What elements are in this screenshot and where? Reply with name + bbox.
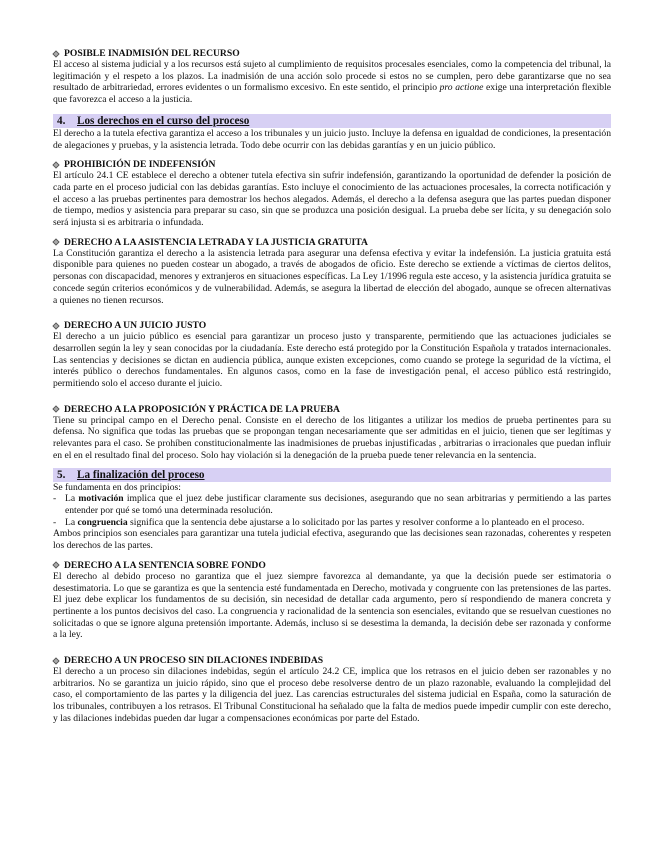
list-item-term: motivación xyxy=(78,493,124,505)
section-number: 5. xyxy=(57,468,66,481)
subsection-juicio xyxy=(53,320,611,390)
paragraph: El derecho a un proceso sin dilaciones indebidas, según el artículo 24.2 CE, implica que los retrasos en el juicio deben ser razonables y no arbitrarios. No se garantiza un juicio rápido, sino que el proceso debe resolverse dentro de un plazo razonable, evaluando la complejidad del caso, el comportamiento de las partes y la diligencia del juez. Las carencias estructurales del sistema judicial en España, como la saturación de los tribunales, contribuyen a los retrasos. El Tribunal Constitucional ha señalado que la falta de medios puede impedir cumplir con este derecho, y las dilaciones indebidas pueden dar lugar a compensaciones económicas por parte del Estado. xyxy=(53,666,611,724)
section-title: La finalización del proceso xyxy=(77,468,205,481)
section-intro: Se fundamenta en dos principios: xyxy=(53,481,181,493)
list-item xyxy=(53,517,611,529)
subsection-inadmision xyxy=(53,48,611,106)
paragraph xyxy=(53,59,611,106)
subsection-asistencia xyxy=(53,237,611,307)
subsection-sentencia xyxy=(53,560,611,641)
subsection-heading xyxy=(53,320,611,331)
list-item-prefix: La xyxy=(65,493,79,505)
paragraph-emphasis: pro actione xyxy=(439,82,484,94)
subsection-heading xyxy=(53,404,611,415)
list-item xyxy=(53,493,611,516)
subsection-title: POSIBLE INADMISIÓN DEL RECURSO xyxy=(64,48,240,59)
subsection-heading xyxy=(53,560,611,571)
diamond-bullet-icon xyxy=(52,50,59,57)
section-number: 4. xyxy=(57,114,66,127)
principles-list xyxy=(53,493,611,528)
paragraph: La Constitución garantiza el derecho a la asistencia letrada para asegurar una defensa efectiva y evitar la indefensión. La justicia gratuita está disponible para quienes no pueden costear un abogado, a través de abogados de oficio. Este derecho se extiende a víctimas de ciertos delitos, personas con discapacidad, menores y extranjeros en situaciones específicas. La Ley 1/1996 regula este acceso, y la asistencia jurídica gratuita se concede según criterios económicos y de vulnerabilidad. Además, se asegura la libertad de elección del abogado, aunque se ofrecen alternativas a quienes no tienen recursos. xyxy=(53,247,611,306)
subsection-prueba xyxy=(53,404,611,462)
paragraph-text: exige una interpretación flexible que favorezca el acceso a la justicia. xyxy=(53,82,612,106)
subsection-title: DERECHO A UN JUICIO JUSTO xyxy=(64,320,207,332)
diamond-bullet-icon xyxy=(52,657,59,664)
section-heading-5 xyxy=(53,468,611,482)
paragraph: El derecho al debido proceso no garantiza que el juez siempre favorezca al demandante, ya que la decisión puede ser estimatoria o desestimatoria. Lo que se garantiza es que la sentencia esté fundamentada en Derecho, motivada y congruente con las pretensiones de las partes. El juez debe explicar los fundamentos de su decisión, sin necesidad de detallar cada argumento, pero sí respondiendo de manera concreta y pertinente a los puntos decisivos del caso. La congruencia y racionalidad de la sentencia son esenciales, evitando que se resuelvan cuestiones no solicitadas o que se ignore alguna pretensión importante. Además, incluso si se desestima la demanda, la decisión debe ser razonada y conforme a la ley. xyxy=(53,570,611,641)
paragraph: Tiene su principal campo en el Derecho penal. Consiste en el derecho de los litigantes a utilizar los medios de prueba pertinentes para su defensa. No significa que todas las pruebas que se propongan tengan necesariamente que ser admitidas en el juicio, tienen que ser legítimas y relevantes para el caso. Se prohíben constitucionalmente las inadmisiones de pruebas injustificadas , arbitrarias o irracionales que puedan influir en el en el resultado final del proceso. Solo hay violación si la denegación de la prueba puede tener relevancia en la sentencia. xyxy=(53,414,611,461)
list-item-text: significa que la sentencia debe ajustarse a lo solicitado por las partes y resolver conforme a lo planteado en el proceso. xyxy=(127,516,585,528)
subsection-heading xyxy=(53,655,611,666)
section-title: Los derechos en el curso del proceso xyxy=(77,114,250,127)
section-intro: El derecho a la tutela efectiva garantiza el acceso a los tribunales y un juicio justo. Incluye la defensa en igualdad de condiciones, la presentación de alegaciones y pruebas, y la asistencia letrada. Todo debe ocurrir con las debidas garantías y en un juicio público. xyxy=(53,127,611,151)
subsection-heading xyxy=(53,237,611,248)
list-item-text: implica que el juez debe justificar claramente sus decisiones, asegurando que no sean arbitrarias y permitiendo a las partes entender por qué se tomó una determinada resolución. xyxy=(65,493,611,516)
list-item-prefix: La xyxy=(65,516,78,528)
diamond-bullet-icon xyxy=(52,239,59,246)
subsection-heading xyxy=(53,48,611,59)
diamond-bullet-icon xyxy=(52,161,59,168)
paragraph: El artículo 24.1 CE establece el derecho a obtener tutela efectiva sin sufrir indefensión, garantizando la oportunidad de defender la posición de cada parte en el proceso judicial con las debidas garantías. Esto incluye el conocimiento de las actuaciones procesales, la correcta notificación y el acceso a las pruebas pertinentes para demostrar los hechos alegados. Además, el derecho a la defensa asegura que las partes puedan disponer de tiempo, medios y asistencia para preparar su caso, sin que se produzca una posición desigual. La prueba debe ser lícita, y su denegación solo será injusta si es arbitraria o infundada. xyxy=(53,170,611,229)
subsection-dilaciones xyxy=(53,655,611,725)
subsection-title: PROHIBICIÓN DE INDEFENSIÓN xyxy=(64,159,216,171)
subsection-heading xyxy=(53,159,611,170)
document-page xyxy=(53,48,611,725)
subsection-title: DERECHO A LA PROPOSICIÓN Y PRÁCTICA DE LA PRUEBA xyxy=(64,403,340,415)
list-item-term: congruencia xyxy=(77,516,128,528)
diamond-bullet-icon xyxy=(52,322,59,329)
paragraph: El derecho a un juicio público es esencial para garantizar un proceso justo y transparente, permitiendo que las actuaciones judiciales se desarrollen según la ley y sean conocidas por la ciudadanía. Este derecho está protegido por la Constitución Española y tratados internacionales. Las sentencias y decisiones se dictan en audiencia pública, aunque existen excepciones, como cuando se protege la seguridad de la víctima, el interés público o derechos fundamentales. En algunos casos, como en la fase de investigación penal, el acceso público está restringido, permitiendo solo el acceso durante el juicio. xyxy=(53,331,611,390)
paragraph-text: El acceso al sistema judicial y a los recursos está sujeto al cumplimiento de requisitos procesales esenciales, como la competencia del tribunal, la legitimación y el respeto a los plazos. La inadmisión de una acción solo procede si estos no se cumplen, pero debe garantizarse que no sea resultado de arbitrariedad, errores evidentes o un formalismo excesivo. En este sentido, el principio xyxy=(53,59,611,94)
subsection-title: DERECHO A LA SENTENCIA SOBRE FONDO xyxy=(64,559,266,571)
diamond-bullet-icon xyxy=(52,562,59,569)
subsection-title: DERECHO A UN PROCESO SIN DILACIONES INDEBIDAS xyxy=(64,655,324,667)
section-heading-4 xyxy=(53,114,611,128)
diamond-bullet-icon xyxy=(52,406,59,413)
subsection-title: DERECHO A LA ASISTENCIA LETRADA Y LA JUSTICIA GRATUITA xyxy=(64,236,368,248)
subsection-indefension xyxy=(53,159,611,229)
section-outro: Ambos principios son esenciales para garantizar una tutela judicial efectiva, asegurando que las decisiones sean razonadas, coherentes y respeten los derechos de las partes. xyxy=(53,528,611,552)
